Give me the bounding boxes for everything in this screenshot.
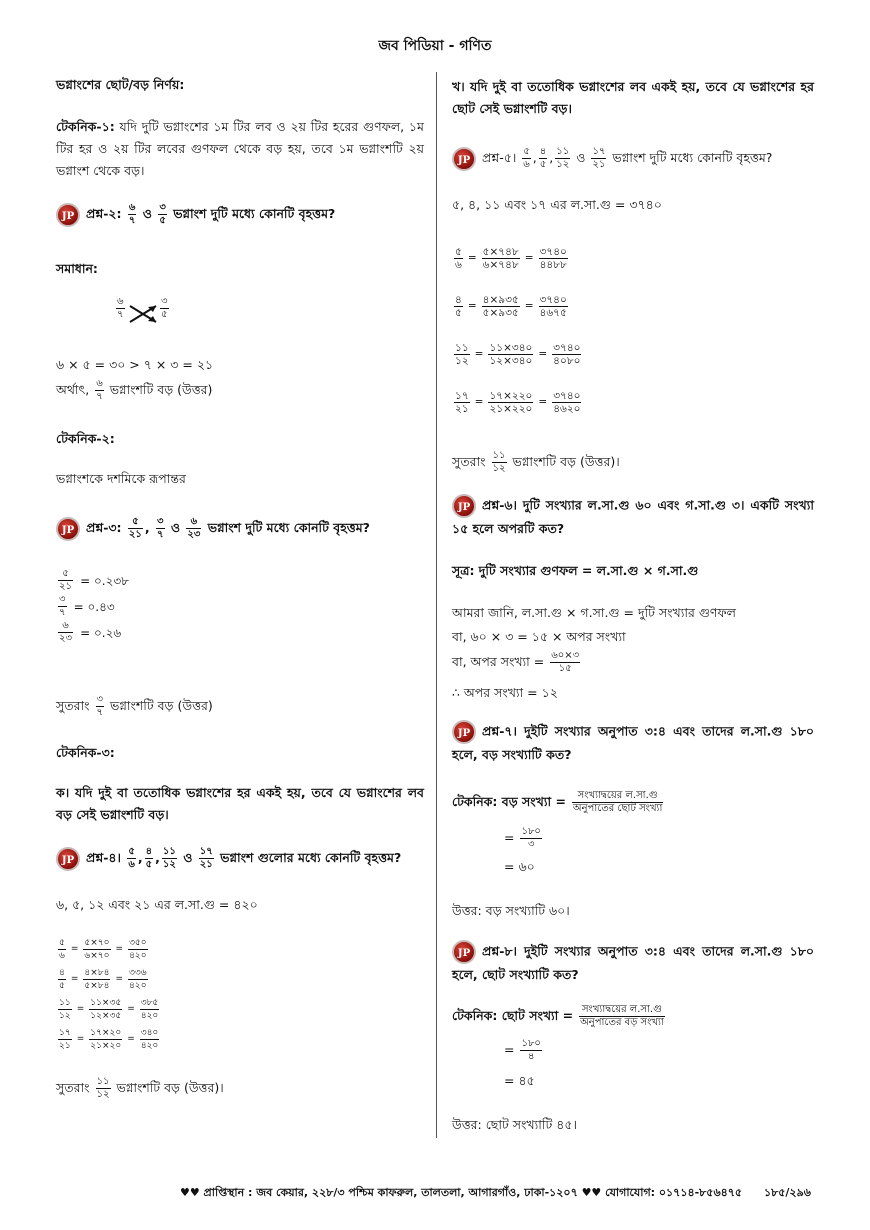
fraction: $\frac{৪}{৫}$ (59, 967, 65, 991)
fraction: $\frac{৪}{৫}$ (455, 293, 462, 319)
fraction: $\frac{৬}{৭}$ (128, 202, 136, 226)
equals-sign: = (538, 348, 548, 360)
fraction: $\frac{১১}{১২}$ (59, 997, 71, 1021)
jp-logo-icon: JP (56, 203, 80, 227)
technique-3-rule: ক। যদি দুই বা ততোধিক ভগ্নাংশের হর একই হয়, তবে যে ভগ্নাংশের লব বড় সেই ভগ্নাংশটি বড়। (56, 785, 424, 822)
jp-logo-icon: JP (452, 147, 476, 171)
column-divider (436, 72, 437, 1138)
conjunction: ও (142, 206, 152, 221)
equals-sign: = (127, 1034, 135, 1044)
question-3: JP প্রশ্ন-৩: $\frac{৫}{২১}$ , $\frac{৩}{৭}$ ও $\frac{৬}{২৩}$ ভগ্নাংশ দুটি মধ্যে কোনটি বৃহত্তম? (56, 516, 370, 541)
cross-arrows-icon (128, 304, 158, 324)
equivalent-fraction-row (56, 1024, 161, 1054)
solution-line-3: বা, অপর সংখ্যা = $\frac{৬০\times ৩}{১৫}$ (452, 650, 580, 674)
fraction: $\frac{৪\times ৮৪}{৫\times ৮৪}$ (84, 967, 110, 991)
q2-label: প্রশ্ন-২: (86, 206, 122, 221)
fraction: $\frac{১৭}{২১}$ (59, 1027, 71, 1051)
section-heading: ভগ্নাংশের ছোট/বড় নির্ণয়: (56, 77, 185, 92)
equals-sign: = (524, 252, 534, 264)
equivalent-fraction-row (56, 964, 161, 994)
lcm-rows-4 (56, 934, 161, 1054)
technique-2-text: ভগ্নাংশকে দশমিকে রূপান্তর (56, 471, 186, 486)
solution-label: সমাধান: (56, 261, 98, 276)
fraction: $\frac{৫}{৬}$ (59, 937, 65, 961)
answer-8: উত্তর: ছোট সংখ্যাটি ৪৫। (452, 1117, 577, 1132)
equivalent-fraction-row (452, 330, 583, 378)
answer-3: সুতরাং $\frac{৩}{৭}$ ভগ্নাংশটি বড় (উত্তর) (56, 694, 213, 718)
formula: সূত্র: দুটি সংখ্যার গুণফল = ল.সা.গু × গ.সা.গু (452, 563, 699, 578)
equals-sign: = (70, 944, 79, 954)
answer-5: সুতরাং $\frac{১১}{১২}$ ভগ্নাংশটি বড় (উত্তর)। (452, 450, 620, 474)
fraction: $\frac{৩৮৫}{৪২০}$ (140, 997, 159, 1021)
question-8: JP প্রশ্ন-৮। দুইটি সংখ্যার অনুপাত ৩:৪ এবং তাদের ল.সা.গু ১৮০ হলে, ছোট সংখ্যাটি কত? (452, 940, 814, 986)
equals-sign: = (467, 300, 477, 312)
technique-7: টেকনিক: বড় সংখ্যা = $\frac{\text{সংখ্যাদ্বয়ের ল.সা.গু}}{\text{অনুপাতের ছোট সংখ্যা}}$ (452, 790, 663, 814)
fraction: $\frac{৩৭৪০}{৪৪৮৮}$ (539, 245, 567, 271)
fraction: $\frac{৩৭৪০}{৪৬৭৫}$ (539, 293, 567, 319)
technique-7-step-2: = ৬০ (504, 859, 535, 874)
decimal-row: $\frac{৩}{৭}$ = ০.৪৩ (59, 594, 115, 618)
equivalent-fraction-row (452, 282, 583, 330)
fraction: $\frac{৫}{২১}$ (128, 516, 142, 540)
equals-sign: = (76, 1034, 85, 1044)
fraction: $\frac{৬}{৭}$ (96, 378, 103, 402)
page-number: ১৮৫/২৯৬ (764, 1186, 811, 1199)
solution-line-1: আমরা জানি, ল.সা.গু × গ.সা.গু = দুটি সংখ্যার গুণফল (452, 605, 736, 620)
question-4: JP প্রশ্ন-৪। $\frac{৫}{৬}$ , $\frac{৪}{৫}$ , $\frac{১১}{১২}$ ও $\frac{১৭}{২১}$ ভগ্নাংশ গুলোর মধ্যে কোনটি বৃহত্তম? (56, 846, 401, 871)
decimal-row: $\frac{৬}{২৩}$ = ০.২৬ (59, 620, 122, 644)
fraction: $\frac{৩৫০}{৪২০}$ (129, 937, 147, 961)
footer-address: ♥♥ প্রাপ্তিস্থান : জব কেয়ার, ২২৮/৩ পশ্চিম কাফরুল, তালতলা, আগারগাঁও, ঢাকা-১২০৭ ♥♥ যোগাযোগ: ০১৭১৪-৮৫৬৪৭৫ (180, 1186, 743, 1199)
jp-logo-icon: JP (452, 720, 476, 744)
equivalent-fraction-row (452, 378, 583, 426)
fraction: $\frac{৩৭৪০}{৪০৮০}$ (553, 341, 581, 367)
equals-sign: = (76, 1004, 85, 1014)
equals-sign: = (127, 1004, 135, 1014)
equals-sign: = (474, 396, 484, 408)
q2-text: ভগ্নাংশ দুটি মধ্যে কোনটি বৃহত্তম? (173, 206, 336, 221)
technique-7-step-1: = $\frac{১৮০}{৩}$ (504, 826, 541, 850)
technique-8: টেকনিক: ছোট সংখ্যা = $\frac{\text{সংখ্যাদ্বয়ের ল.সা.গু}}{\text{অনুপাতের বড় সংখ্যা}}$ (452, 1004, 664, 1028)
technique-3-kha: খ। যদি দুই বা ততোধিক ভগ্নাংশের লব একই হয়, তবে যে ভগ্নাংশের হর ছোট সেই ভগ্নাংশটি বড়। (452, 79, 814, 116)
solution-line-2: বা, ৬০ × ৩ = ১৫ × অপর সংখ্যা (452, 629, 626, 644)
lcm-4: ৬, ৫, ১২ এবং ২১ এর ল.সা.গু = ৪২০ (56, 897, 258, 912)
fraction: $\frac{৩৩৬}{৪২০}$ (129, 967, 147, 991)
fraction: $\frac{৪\times ৯৩৫}{৫\times ৯৩৫}$ (482, 293, 519, 319)
fraction: $\frac{৫\times ৭৪৮}{৬\times ৭৪৮}$ (482, 245, 519, 271)
fraction: ৬ ৭ (117, 296, 124, 320)
answer-2: অর্থাৎ, $\frac{৬}{৭}$ ভগ্নাংশটি বড় (উত্তর) (56, 378, 213, 402)
question-5: JP প্রশ্ন-৫। $\frac{৫}{৬}$ , $\frac{৪}{৫}$ , $\frac{১১}{১২}$ ও $\frac{১৭}{২১}$ ভগ্নাংশ দুটি মধ্যে কোনটি বৃহত্তম? (452, 146, 772, 171)
answer-7: উত্তর: বড় সংখ্যাটি ৬০। (452, 903, 570, 918)
fraction: $\frac{১১}{১২}$ (455, 341, 469, 367)
fraction: $\frac{৫\times ৭০}{৬\times ৭০}$ (84, 937, 110, 961)
fraction: $\frac{১১\times ৩৫}{১২\times ৩৫}$ (90, 997, 122, 1021)
answer-4: সুতরাং $\frac{১১}{১২}$ ভগ্নাংশটি বড় (উত্তর)। (56, 1076, 224, 1100)
jp-logo-icon: JP (452, 940, 476, 964)
fraction: $\frac{৩৭৪০}{৪৬২০}$ (553, 389, 581, 415)
fraction: $\frac{৩৪০}{৪২০}$ (140, 1027, 159, 1051)
technique-1 (56, 116, 424, 182)
equivalent-fraction-row (56, 934, 161, 964)
equals-sign: = (115, 974, 123, 984)
jp-logo-icon: JP (56, 517, 80, 541)
lcm-rows-5 (452, 234, 583, 426)
cross-multiplication-diagram (114, 296, 174, 336)
decimal-list (56, 568, 129, 646)
question-6: JP প্রশ্ন-৬। দুটি সংখ্যার ল.সা.গু ৬০ এবং গ.সা.গু ৩। একটি সংখ্যা ১৫ হলে অপরটি কত? (452, 494, 814, 540)
calculation: ৬ × ৫ = ৩০ > ৭ × ৩ = ২১ (56, 357, 214, 372)
fraction: $\frac{৫}{৬}$ (455, 245, 462, 271)
equals-sign: = (474, 348, 484, 360)
equals-sign: = (524, 300, 534, 312)
fraction: $\frac{১৭}{২১}$ (455, 389, 469, 415)
equals-sign: = (115, 944, 124, 954)
technique-8-step-1: = $\frac{১৮০}{৪}$ (504, 1038, 541, 1062)
jp-logo-icon: JP (452, 494, 476, 518)
equivalent-fraction-row (452, 234, 583, 282)
technique-2-label: টেকনিক-২: (56, 431, 115, 446)
fraction: ৩ ৫ (161, 296, 168, 320)
equivalent-fraction-row (56, 994, 161, 1024)
technique-1-label: টেকনিক-১: (56, 119, 115, 134)
fraction: $\frac{১১\times ৩৪০}{১২\times ৩৪০}$ (489, 341, 533, 367)
fraction: $\frac{১৭\times ২০}{২১\times ২০}$ (90, 1027, 122, 1051)
equals-sign: = (467, 252, 477, 264)
jp-logo-icon: JP (56, 847, 80, 871)
fraction: $\frac{৩}{৫}$ (159, 202, 166, 226)
fraction: $\frac{১৭\times ২২০}{২১\times ২২০}$ (489, 389, 533, 415)
equals-sign: = (70, 974, 79, 984)
decimal-row: $\frac{৫}{২১}$ = ০.২৩৮ (59, 568, 129, 592)
page-header: জব পিডিয়া - গণিত (378, 38, 492, 54)
technique-1-text: যদি দুটি ভগ্নাংশের ১ম টির লব ও ২য় টির হরের গুণফল, ১ম টির হর ও ২য় টির লবের গুণফল থেকে বড় হয়, তবে ১ম ভগ্নাংশটি ২য় ভগ্নাংশ থেকে বড়। (56, 119, 424, 178)
solution-line-4: ∴ অপর সংখ্যা = ১২ (452, 685, 558, 700)
technique-3-label: টেকনিক-৩: (56, 745, 115, 760)
technique-8-step-2: = ৪৫ (504, 1073, 535, 1088)
question-2 (56, 202, 335, 227)
lcm-5: ৫, ৪, ১১ এবং ১৭ এর ল.সা.গু = ৩৭৪০ (452, 197, 662, 212)
question-7: JP প্রশ্ন-৭। দুইটি সংখ্যার অনুপাত ৩:৪ এবং তাদের ল.সা.গু ১৮০ হলে, বড় সংখ্যাটি কত? (452, 720, 814, 766)
fraction: $\frac{৬}{২৩}$ (187, 516, 201, 540)
fraction: $\frac{৩}{৭}$ (96, 694, 104, 718)
equals-sign: = (538, 396, 548, 408)
fraction: $\frac{৩}{৭}$ (156, 516, 164, 540)
